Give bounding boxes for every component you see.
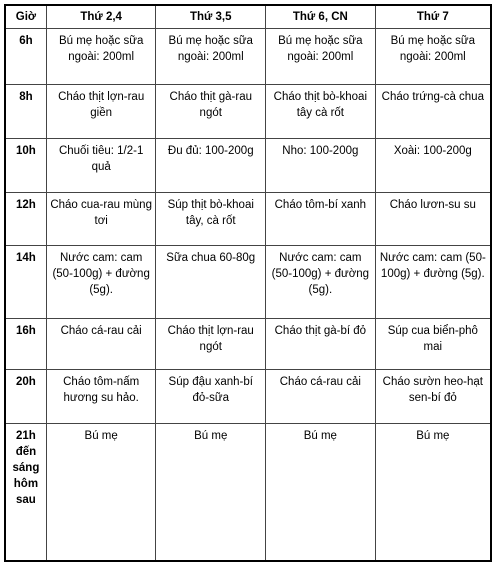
time-cell: 16h [5, 319, 46, 370]
meal-cell: Cháo cua-rau mùng tơi [46, 193, 156, 246]
meal-cell: Nước cam: cam (50-100g) + đường (5g). [266, 246, 376, 319]
meal-cell: Xoài: 100-200g [375, 139, 491, 193]
time-cell: 12h [5, 193, 46, 246]
header-row [5, 5, 491, 29]
table-row [5, 319, 491, 370]
table-row [5, 139, 491, 193]
meal-cell: Bú mẹ [46, 424, 156, 562]
meal-cell: Bú mẹ [156, 424, 266, 562]
time-cell: 21h đến sáng hôm sau [5, 424, 46, 562]
meal-cell: Cháo trứng-cà chua [375, 85, 491, 139]
table-row [5, 246, 491, 319]
meal-cell: Cháo lươn-su su [375, 193, 491, 246]
meal-cell: Nước cam: cam (50-100g) + đường (5g). [46, 246, 156, 319]
meal-cell: Nước cam: cam (50-100g) + đường (5g). [375, 246, 491, 319]
meal-cell: Bú mẹ hoặc sữa ngoài: 200ml [266, 29, 376, 85]
header-day: Thứ 2,4 [46, 5, 156, 29]
meal-cell: Cháo thịt lợn-rau ngót [156, 319, 266, 370]
table-row [5, 424, 491, 562]
meal-cell: Cháo cá-rau cải [46, 319, 156, 370]
meal-cell: Cháo sườn heo-hạt sen-bí đỏ [375, 370, 491, 424]
time-cell: 20h [5, 370, 46, 424]
time-cell: 10h [5, 139, 46, 193]
meal-cell: Cháo tôm-bí xanh [266, 193, 376, 246]
meal-cell: Đu đủ: 100-200g [156, 139, 266, 193]
meal-cell: Súp cua biển-phô mai [375, 319, 491, 370]
meal-cell: Nho: 100-200g [266, 139, 376, 193]
meal-cell: Cháo thịt bò-khoai tây cà rốt [266, 85, 376, 139]
meal-cell: Cháo thịt gà-bí đỏ [266, 319, 376, 370]
header-day: Thứ 6, CN [266, 5, 376, 29]
meal-cell: Chuối tiêu: 1/2-1 quả [46, 139, 156, 193]
time-cell: 14h [5, 246, 46, 319]
table-row [5, 85, 491, 139]
meal-cell: Cháo thịt gà-rau ngót [156, 85, 266, 139]
header-day: Thứ 3,5 [156, 5, 266, 29]
header-time: Giờ [5, 5, 46, 29]
table-row [5, 193, 491, 246]
time-cell: 8h [5, 85, 46, 139]
meal-cell: Cháo tôm-nấm hương su hảo. [46, 370, 156, 424]
meal-cell: Cháo cá-rau cải [266, 370, 376, 424]
meal-cell: Sữa chua 60-80g [156, 246, 266, 319]
feeding-schedule-table [4, 4, 492, 562]
meal-cell: Bú mẹ [375, 424, 491, 562]
meal-cell: Bú mẹ hoặc sữa ngoài: 200ml [156, 29, 266, 85]
meal-cell: Cháo thịt lợn-rau giền [46, 85, 156, 139]
meal-cell: Bú mẹ hoặc sữa ngoài: 200ml [46, 29, 156, 85]
meal-cell: Súp thịt bò-khoai tây, cà rốt [156, 193, 266, 246]
meal-cell: Bú mẹ [266, 424, 376, 562]
time-cell: 6h [5, 29, 46, 85]
meal-cell: Bú mẹ hoặc sữa ngoài: 200ml [375, 29, 491, 85]
schedule-container [4, 4, 492, 562]
meal-cell: Súp đậu xanh-bí đỏ-sữa [156, 370, 266, 424]
table-row [5, 370, 491, 424]
header-day: Thứ 7 [375, 5, 491, 29]
table-row [5, 29, 491, 85]
